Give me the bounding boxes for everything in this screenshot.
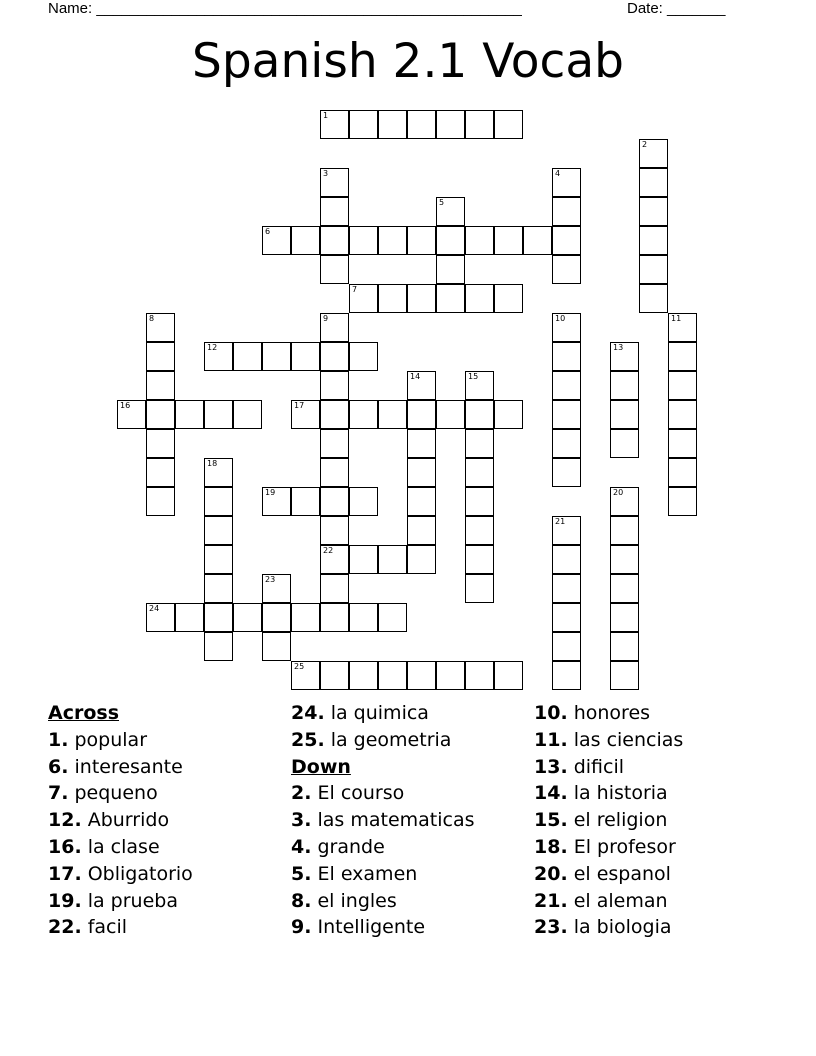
cell-number: 6: [265, 227, 271, 236]
grid-cell[interactable]: [465, 487, 494, 516]
clue-text: popular: [68, 728, 148, 751]
grid-cell[interactable]: [668, 400, 697, 429]
grid-cell[interactable]: [639, 255, 668, 284]
grid-cell[interactable]: [146, 487, 175, 516]
grid-cell[interactable]: [407, 516, 436, 545]
clue-number: 11.: [534, 728, 568, 751]
grid-cell[interactable]: [639, 168, 668, 197]
grid-cell[interactable]: [204, 632, 233, 661]
grid-cell[interactable]: [610, 632, 639, 661]
clue-text: interesante: [68, 755, 183, 778]
clue-text: el espanol: [567, 862, 671, 885]
grid-cell[interactable]: [494, 284, 523, 313]
grid-cell[interactable]: [668, 313, 697, 342]
clues-column-2: [291, 700, 475, 941]
clue-number: 18.: [534, 835, 568, 858]
grid-cell[interactable]: [407, 284, 436, 313]
grid-cell[interactable]: [378, 661, 407, 690]
grid-cell[interactable]: [378, 545, 407, 574]
grid-cell[interactable]: [436, 255, 465, 284]
grid-cell[interactable]: [320, 429, 349, 458]
clue-item: [534, 861, 683, 888]
clue-number: 10.: [534, 702, 568, 724]
clue-text: grande: [311, 835, 385, 858]
grid-cell[interactable]: [610, 342, 639, 371]
cell-number: 10: [555, 314, 566, 323]
grid-cell[interactable]: [552, 226, 581, 255]
clue-text: las matematicas: [311, 809, 475, 832]
grid-cell[interactable]: [465, 516, 494, 545]
grid-cell[interactable]: [465, 400, 494, 429]
cell-number: 9: [323, 314, 329, 323]
clue-number: 6.: [48, 755, 69, 778]
grid-cell[interactable]: [407, 661, 436, 690]
clue-text: Aburrido: [81, 809, 170, 832]
grid-cell[interactable]: [552, 661, 581, 690]
grid-cell[interactable]: [552, 632, 581, 661]
grid-cell[interactable]: [494, 110, 523, 139]
grid-cell[interactable]: [407, 458, 436, 487]
clue-item: [291, 700, 475, 727]
grid-cell[interactable]: [436, 661, 465, 690]
grid-cell[interactable]: [378, 603, 407, 632]
clue-text: el aleman: [567, 889, 668, 912]
cell-number: 4: [555, 169, 561, 178]
grid-cell[interactable]: [146, 603, 175, 632]
grid-cell[interactable]: [349, 110, 378, 139]
clue-text: El examen: [311, 862, 418, 885]
grid-cell[interactable]: [320, 313, 349, 342]
clue-number: 12.: [48, 809, 82, 832]
grid-cell[interactable]: [465, 110, 494, 139]
clue-item: [291, 914, 475, 941]
clue-item: [534, 834, 683, 861]
clue-number: 2.: [291, 782, 312, 805]
grid-cell[interactable]: [320, 574, 349, 603]
grid-cell[interactable]: [668, 429, 697, 458]
grid-cell[interactable]: [465, 661, 494, 690]
clue-item: [534, 888, 683, 915]
grid-cell[interactable]: [204, 487, 233, 516]
grid-cell[interactable]: [291, 226, 320, 255]
clue-text: El profesor: [567, 835, 676, 858]
grid-cell[interactable]: [320, 661, 349, 690]
grid-cell[interactable]: [233, 400, 262, 429]
grid-cell[interactable]: [262, 226, 291, 255]
grid-cell[interactable]: [407, 429, 436, 458]
clue-number: 22.: [48, 916, 82, 939]
grid-cell[interactable]: [407, 545, 436, 574]
grid-cell[interactable]: [146, 371, 175, 400]
clue-number: 25.: [291, 728, 325, 751]
grid-cell[interactable]: [552, 603, 581, 632]
grid-cell[interactable]: [262, 632, 291, 661]
clue-item: [534, 807, 683, 834]
grid-cell[interactable]: [349, 226, 378, 255]
clue-number: 7.: [48, 782, 69, 805]
grid-cell[interactable]: [320, 226, 349, 255]
grid-cell[interactable]: [610, 516, 639, 545]
name-field[interactable]: Name: ___________________________________________________: [48, 0, 522, 17]
grid-cell[interactable]: [436, 226, 465, 255]
clue-number: 24.: [291, 702, 325, 724]
cell-number: 21: [555, 517, 566, 526]
clue-item: [534, 700, 683, 727]
clue-item: [291, 834, 475, 861]
cell-number: 15: [468, 372, 479, 381]
clue-heading: Down: [291, 755, 351, 778]
grid-cell[interactable]: [494, 661, 523, 690]
grid-cell[interactable]: [146, 313, 175, 342]
grid-cell[interactable]: [262, 487, 291, 516]
grid-cell[interactable]: [610, 429, 639, 458]
grid-cell[interactable]: [407, 487, 436, 516]
grid-cell[interactable]: [349, 487, 378, 516]
grid-cell[interactable]: [668, 458, 697, 487]
clue-text: el ingles: [311, 889, 397, 912]
grid-cell[interactable]: [436, 284, 465, 313]
clue-item: [48, 727, 193, 754]
clue-item: [534, 727, 683, 754]
cell-number: 18: [207, 459, 218, 468]
grid-cell[interactable]: [291, 661, 320, 690]
grid-cell[interactable]: [552, 342, 581, 371]
grid-cell[interactable]: [610, 400, 639, 429]
clue-number: 1.: [48, 728, 69, 751]
clue-text: dificil: [567, 755, 625, 778]
clue-item: [48, 914, 193, 941]
grid-cell[interactable]: [320, 255, 349, 284]
grid-cell[interactable]: [349, 400, 378, 429]
clue-number: 14.: [534, 782, 568, 805]
grid-cell[interactable]: [552, 545, 581, 574]
grid-cell[interactable]: [407, 400, 436, 429]
cell-number: 8: [149, 314, 155, 323]
clue-number: 20.: [534, 862, 568, 885]
grid-cell[interactable]: [436, 400, 465, 429]
grid-cell[interactable]: [291, 603, 320, 632]
grid-cell[interactable]: [378, 284, 407, 313]
clue-item: [291, 807, 475, 834]
cell-number: 16: [120, 401, 131, 410]
clue-item: [534, 780, 683, 807]
clue-text: El courso: [311, 782, 405, 805]
grid-cell[interactable]: [262, 603, 291, 632]
grid-cell[interactable]: [668, 342, 697, 371]
clue-item: [534, 754, 683, 781]
cell-number: 23: [265, 575, 276, 584]
clue-text: la prueba: [81, 889, 178, 912]
clue-text: el religion: [567, 809, 668, 832]
clue-number: 21.: [534, 889, 568, 912]
grid-cell[interactable]: [233, 342, 262, 371]
grid-cell[interactable]: [146, 400, 175, 429]
clue-item: [48, 888, 193, 915]
cell-number: 7: [352, 285, 358, 294]
clue-text: honores: [567, 702, 651, 724]
clue-item: [48, 861, 193, 888]
grid-cell[interactable]: [378, 400, 407, 429]
grid-cell[interactable]: [552, 168, 581, 197]
clue-item: [48, 780, 193, 807]
clue-item: [534, 914, 683, 941]
grid-cell[interactable]: [639, 284, 668, 313]
grid-cell[interactable]: [407, 371, 436, 400]
clue-item: [48, 807, 193, 834]
grid-cell[interactable]: [233, 603, 262, 632]
grid-cell[interactable]: [610, 574, 639, 603]
grid-cell[interactable]: [204, 603, 233, 632]
cell-number: 19: [265, 488, 276, 497]
clue-text: la geometria: [324, 728, 452, 751]
grid-cell[interactable]: [639, 139, 668, 168]
grid-cell[interactable]: [349, 545, 378, 574]
grid-cell[interactable]: [465, 371, 494, 400]
grid-cell[interactable]: [175, 603, 204, 632]
clue-number: 19.: [48, 889, 82, 912]
cell-number: 5: [439, 198, 445, 207]
clue-item: [48, 834, 193, 861]
grid-cell[interactable]: [639, 197, 668, 226]
grid-cell[interactable]: [117, 400, 146, 429]
clue-item: [48, 754, 193, 781]
grid-cell[interactable]: [320, 516, 349, 545]
clue-number: 5.: [291, 862, 312, 885]
grid-cell[interactable]: [610, 545, 639, 574]
grid-cell[interactable]: [204, 574, 233, 603]
grid-cell[interactable]: [465, 574, 494, 603]
clue-number: 23.: [534, 916, 568, 939]
grid-cell[interactable]: [320, 197, 349, 226]
grid-cell[interactable]: [668, 487, 697, 516]
grid-cell[interactable]: [320, 371, 349, 400]
clue-text: pequeno: [68, 782, 158, 805]
clues-column-3: [534, 700, 683, 941]
clue-number: 17.: [48, 862, 82, 885]
grid-cell[interactable]: [320, 487, 349, 516]
grid-cell[interactable]: [204, 516, 233, 545]
cell-number: 12: [207, 343, 218, 352]
grid-cell[interactable]: [494, 226, 523, 255]
clue-text: la quimica: [324, 702, 429, 724]
grid-cell[interactable]: [523, 226, 552, 255]
grid-cell[interactable]: [320, 545, 349, 574]
clue-number: 8.: [291, 889, 312, 912]
grid-cell[interactable]: [146, 342, 175, 371]
clue-number: 9.: [291, 916, 312, 939]
cell-number: 3: [323, 169, 329, 178]
cell-number: 17: [294, 401, 305, 410]
grid-cell[interactable]: [291, 487, 320, 516]
grid-cell[interactable]: [262, 574, 291, 603]
cell-number: 25: [294, 662, 305, 671]
grid-cell[interactable]: [204, 400, 233, 429]
grid-cell[interactable]: [320, 110, 349, 139]
cell-number: 11: [671, 314, 682, 323]
grid-cell[interactable]: [320, 168, 349, 197]
cell-number: 14: [410, 372, 421, 381]
grid-cell[interactable]: [639, 226, 668, 255]
grid-cell[interactable]: [320, 400, 349, 429]
grid-cell[interactable]: [465, 429, 494, 458]
grid-cell[interactable]: [204, 458, 233, 487]
cell-number: 13: [613, 343, 624, 352]
clue-item: [291, 861, 475, 888]
clue-text: Obligatorio: [81, 862, 193, 885]
grid-cell[interactable]: [552, 255, 581, 284]
grid-cell[interactable]: [494, 400, 523, 429]
cell-number: 24: [149, 604, 160, 613]
grid-cell[interactable]: [552, 400, 581, 429]
grid-cell[interactable]: [349, 661, 378, 690]
grid-cell[interactable]: [204, 342, 233, 371]
clue-number: 13.: [534, 755, 568, 778]
grid-cell[interactable]: [552, 429, 581, 458]
grid-cell[interactable]: [262, 342, 291, 371]
grid-cell[interactable]: [552, 197, 581, 226]
grid-cell[interactable]: [175, 400, 204, 429]
grid-cell[interactable]: [668, 371, 697, 400]
clue-text: la clase: [81, 835, 160, 858]
grid-cell[interactable]: [320, 458, 349, 487]
clue-item: [291, 888, 475, 915]
grid-cell[interactable]: [610, 603, 639, 632]
clue-number: 3.: [291, 809, 312, 832]
clue-number: 16.: [48, 835, 82, 858]
grid-cell[interactable]: [465, 226, 494, 255]
clue-text: las ciencias: [567, 728, 684, 751]
grid-cell[interactable]: [320, 603, 349, 632]
cell-number: 22: [323, 546, 334, 555]
clue-heading: Across: [48, 702, 120, 724]
grid-cell[interactable]: [146, 458, 175, 487]
clue-text: la biologia: [567, 916, 672, 939]
grid-cell[interactable]: [610, 661, 639, 690]
cell-number: 1: [323, 111, 329, 120]
clue-text: facil: [81, 916, 128, 939]
cell-number: 2: [642, 140, 648, 149]
grid-cell[interactable]: [552, 313, 581, 342]
grid-cell[interactable]: [320, 342, 349, 371]
page-title: Spanish 2.1 Vocab: [192, 34, 624, 89]
clues-column-1: [48, 700, 193, 941]
grid-cell[interactable]: [552, 371, 581, 400]
grid-cell[interactable]: [146, 429, 175, 458]
clue-item: [291, 780, 475, 807]
clue-text: Intelligente: [311, 916, 426, 939]
grid-cell[interactable]: [436, 197, 465, 226]
grid-cell[interactable]: [552, 516, 581, 545]
grid-cell[interactable]: [436, 110, 465, 139]
grid-cell[interactable]: [407, 226, 436, 255]
grid-cell[interactable]: [465, 458, 494, 487]
grid-cell[interactable]: [349, 284, 378, 313]
grid-cell[interactable]: [204, 545, 233, 574]
clue-item: [291, 727, 475, 754]
cell-number: 20: [613, 488, 624, 497]
date-field[interactable]: Date: _______: [627, 0, 726, 17]
grid-cell[interactable]: [291, 400, 320, 429]
grid-cell[interactable]: [378, 226, 407, 255]
grid-cell[interactable]: [465, 545, 494, 574]
grid-cell[interactable]: [552, 458, 581, 487]
grid-cell[interactable]: [291, 342, 320, 371]
clue-text: la historia: [567, 782, 668, 805]
grid-cell[interactable]: [349, 342, 378, 371]
grid-cell[interactable]: [378, 110, 407, 139]
grid-cell[interactable]: [407, 110, 436, 139]
grid-cell[interactable]: [465, 284, 494, 313]
grid-cell[interactable]: [610, 371, 639, 400]
clue-number: 4.: [291, 835, 312, 858]
grid-cell[interactable]: [349, 603, 378, 632]
grid-cell[interactable]: [552, 574, 581, 603]
clue-number: 15.: [534, 809, 568, 832]
grid-cell[interactable]: [610, 487, 639, 516]
